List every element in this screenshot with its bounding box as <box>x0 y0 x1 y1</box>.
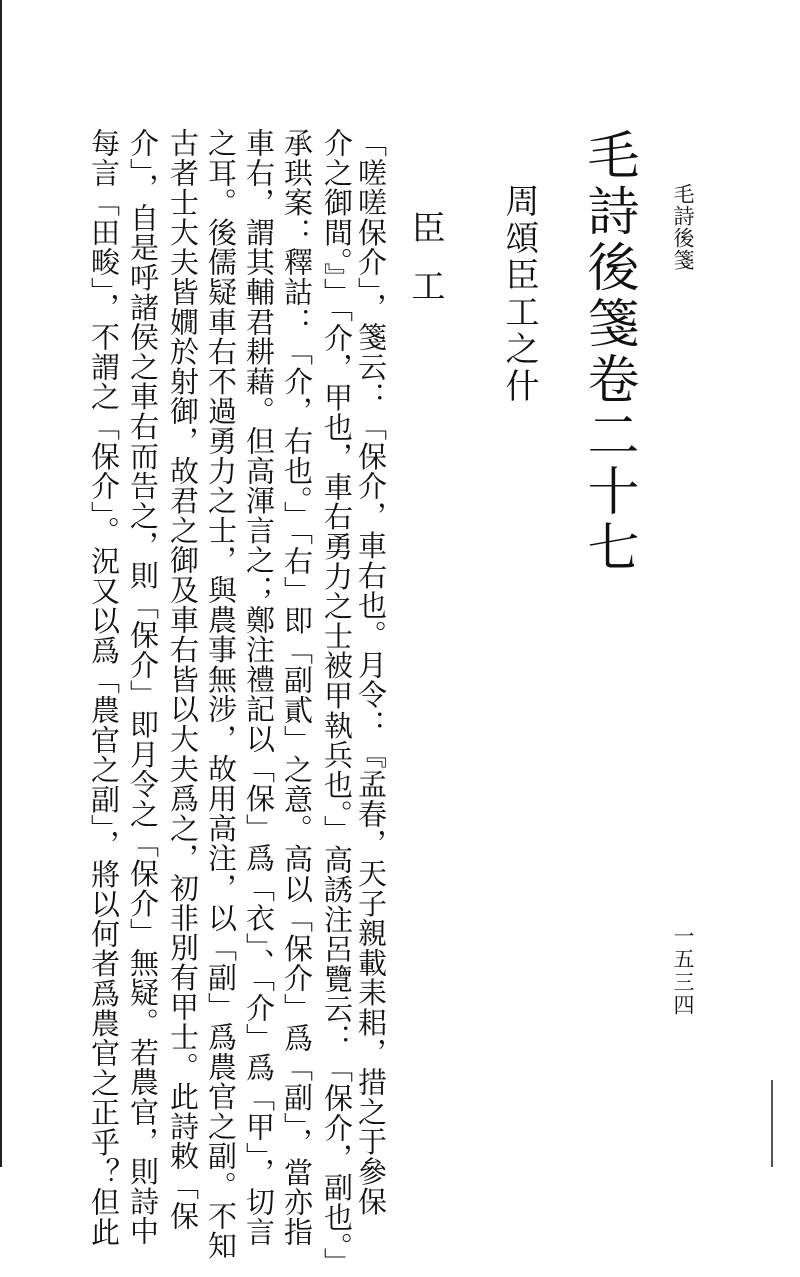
body-line-7: 介」，自是呼諸侯之車右而告之，則「保介」即月令之「保介」無疑。若農官，則詩中 <box>126 128 160 1246</box>
poem-title: 臣工 <box>405 210 445 326</box>
body-line-3: 承珙案：釋詁：「介，右也。」「右」即「副貳」之意。高以「保介」爲「副」，當亦指 <box>280 128 314 1247</box>
running-head: 毛詩後箋 <box>671 183 695 271</box>
book-title: 毛詩後箋卷二十七 <box>578 128 638 576</box>
body-line-8: 每言「田畯」，不謂之「保介」。況又以爲「農官之副」，將以何者爲農官之正乎？但此 <box>87 128 121 1247</box>
body-line-2: 介之御間。』」「介，甲也，車右勇力之士被甲執兵也。」高誘注呂覽云：「保介，副也。」 <box>320 128 354 1277</box>
page-edge-left <box>0 0 2 1167</box>
body-line-5: 之耳。後儒疑車右不過勇力之士，與農事無涉，故用高注，以「副」爲農官之副。不知 <box>204 128 238 1261</box>
body-line-1: 「嗟嗟保介」，箋云：「保介，車右也。月令：『孟春，天子親載耒耜，措之于參保 <box>354 128 388 1217</box>
page-number: 一五三四 <box>671 925 695 1017</box>
body-line-6: 古者士大夫皆嫺於射御，故君之御及車右皆以大夫爲之，初非別有甲士。此詩敕「保 <box>166 128 200 1231</box>
page-edge-right <box>771 1080 773 1167</box>
section-title: 周頌臣工之什 <box>499 183 539 405</box>
body-line-4: 車右，謂其輔君耕藉。但高渾言之；鄭注禮記以「保」爲「衣」、「介」爲「甲」，切言 <box>242 128 276 1247</box>
